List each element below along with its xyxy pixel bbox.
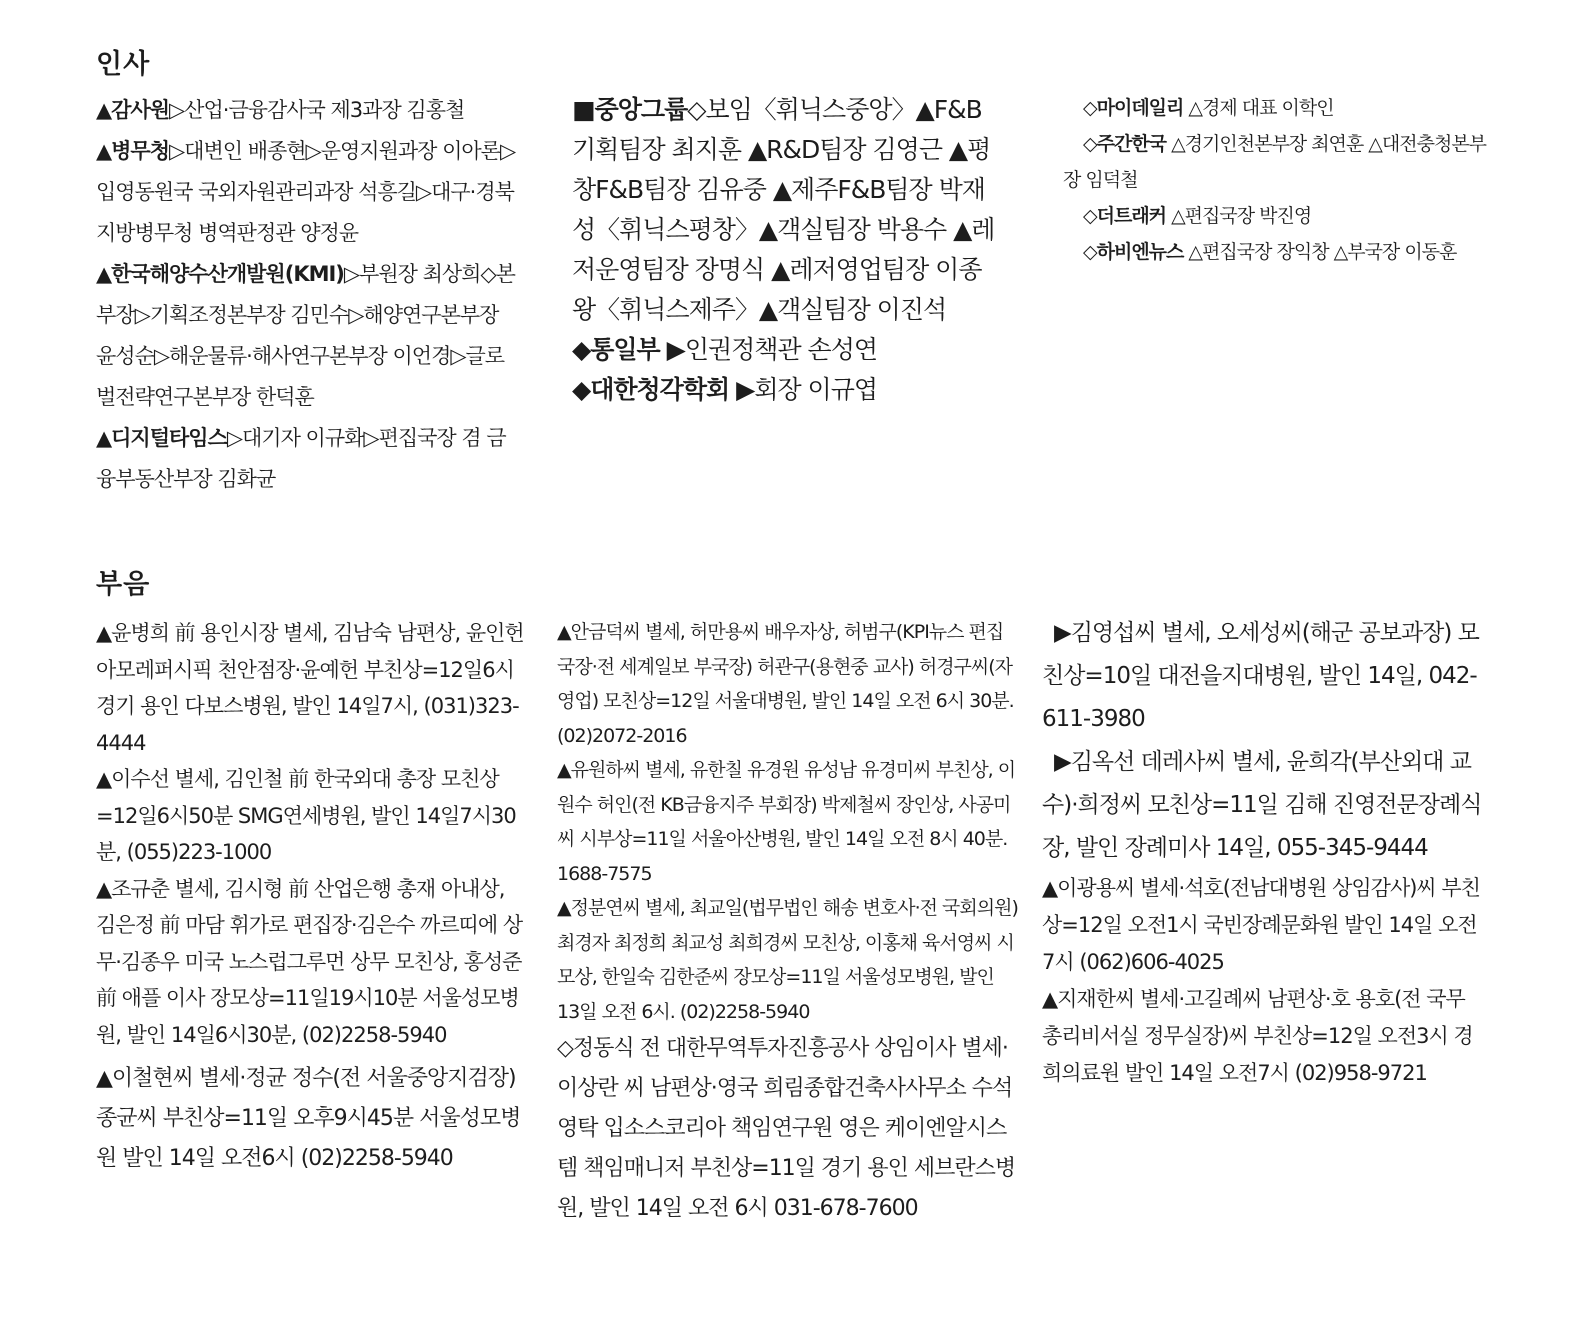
obituary-entry: ▲이광용씨 별세·석호(전남대병원 상임감사)씨 부친상=12일 오전1시 국빈장례문화원 발인 14일 오전7시 (062)606-4025 [1042, 876, 1480, 974]
bueum-column-3 [1042, 612, 1482, 1092]
insa-entry: ▲감사원▷산업·금융감사국 제3과장 김홍철 [96, 98, 465, 122]
insa-entry: ◆통일부 ▶인권정책관 손성연 [572, 335, 878, 364]
insa-entry: ▲디지털타임스▷대기자 이규화▷편집국장 겸 금융부동산부장 김화균 [96, 426, 506, 491]
section-heading-insa: 인사 [96, 49, 151, 80]
obituary-entry: ▲윤병희 前 용인시장 별세, 김남숙 남편상, 윤인헌 아모레퍼시픽 천안점장·윤예헌 부친상=12일6시 경기 용인 다보스병원, 발인 14일7시, (031)323-4444 [96, 621, 524, 755]
insa-entry: ◆대한청각학회 ▶회장 이규엽 [572, 375, 878, 404]
obituary-entry: ▶김영섭씨 별세, 오세성씨(해군 공보과장) 모친상=10일 대전을지대병원, 발인 14일, 042-611-3980 [1042, 620, 1479, 732]
obituary-entry: ▲유원하씨 별세, 유한칠 유경원 유성남 유경미씨 부친상, 이원수 허인(전 KB금융지주 부회장) 박제철씨 장인상, 사공미씨 시부상=11일 서울아산병원, 발인 14일 오전 8시 40분. 1688-7575 [557, 759, 1016, 885]
insa-column-3 [1063, 90, 1493, 270]
obituary-entry: ◇정동식 전 대한무역투자진흥공사 상임이사 별세·이상란 씨 남편상·영국 희림종합건축사사무소 수석 영탁 입소스코리아 책임연구원 영은 케이엔알시스템 책임매니저 부친상=11일 경기 용인 세브란스병원, 발인 14일 오전 6시 031-678-7600 [557, 1036, 1016, 1221]
insa-entry: ◇하비엔뉴스 △편집국장 장익창 △부국장 이동훈 [1083, 241, 1457, 263]
insa-entry: ▲병무청▷대변인 배종현▷운영지원과장 이아론▷입영동원국 국외자원관리과장 석흥길▷대구·경북지방병무청 병역판정관 양정윤 [96, 139, 516, 245]
section-heading-bueum: 부음 [96, 569, 151, 600]
insa-entry: ▲한국해양수산개발원(KMI)▷부원장 최상희◇본부장▷기획조정본부장 김민수▷해양연구본부장 윤성순▷해운물류·해사연구본부장 이언경▷글로벌전략연구본부장 한덕훈 [96, 262, 515, 409]
bueum-column-1 [96, 615, 528, 1179]
insa-entry: ◇마이데일리 △경제 대표 이학인 [1083, 97, 1334, 119]
insa-entry: ◇더트래커 △편집국장 박진영 [1083, 205, 1312, 227]
obituary-entry: ▲조규춘 별세, 김시형 前 산업은행 총재 아내상, 김은정 前 마담 휘가로 편집장·김은수 까르띠에 상무·김종우 미국 노스럽그루먼 상무 모친상, 홍성준 前 애플 이사 장모상=11일19시10분 서울성모병원, 발인 14일6시30분, (02)2258-5940 [96, 876, 523, 1047]
insa-entry: ■중앙그룹◇보임〈휘닉스중앙〉▲F&B기획팀장 최지훈 ▲R&D팀장 김영근 ▲평창F&B팀장 김유중 ▲제주F&B팀장 박재성〈휘닉스평창〉▲객실팀장 박용수 ▲레저운영팀장 장명식 ▲레저영업팀장 이종왕〈휘닉스제주〉▲객실팀장 이진석 [572, 95, 995, 324]
obituary-entry: ▲정분연씨 별세, 최교일(법무법인 해송 변호사·전 국회의원) 최경자 최정희 최교성 최희경씨 모친상, 이홍채 육서영씨 시모상, 한일숙 김한준씨 장모상=11일 서울성모병원, 발인 13일 오전 6시. (02)2258-5940 [557, 897, 1018, 1023]
obituary-entry: ▶김옥선 데레사씨 별세, 윤희각(부산외대 교수)·희정씨 모친상=11일 김해 진영전문장례식장, 발인 장례미사 14일, 055-345-9444 [1042, 749, 1482, 861]
insa-entry: ◇주간한국 △경기인천본부장 최연훈 △대전충청본부장 임덕철 [1063, 133, 1487, 191]
obituary-entry: ▲이철현씨 별세·정균 정수(전 서울중앙지검장) 종균씨 부친상=11일 오후9시45분 서울성모병원 발인 14일 오전6시 (02)2258-5940 [96, 1066, 521, 1171]
obituary-entry: ▲안금덕씨 별세, 허만용씨 배우자상, 허범구(KPI뉴스 편집국장·전 세계일보 부국장) 허관구(용현중 교사) 허경구씨(자영업) 모친상=12일 서울대병원, 발인 14일 오전 6시 30분. (02)2072-2016 [557, 621, 1014, 747]
bueum-column-2 [557, 615, 1019, 1229]
obituary-entry: ▲이수선 별세, 김인철 前 한국외대 총장 모친상=12일6시50분 SMG연세병원, 발인 14일7시30분, (055)223-1000 [96, 767, 516, 864]
insa-column-1 [96, 90, 516, 500]
insa-column-2 [572, 90, 1002, 410]
obituary-entry: ▲지재한씨 별세·고길례씨 남편상·호 용호(전 국무총리비서실 정무실장)씨 부친상=12일 오전3시 경희의료원 발인 14일 오전7시 (02)958-9721 [1042, 987, 1473, 1085]
